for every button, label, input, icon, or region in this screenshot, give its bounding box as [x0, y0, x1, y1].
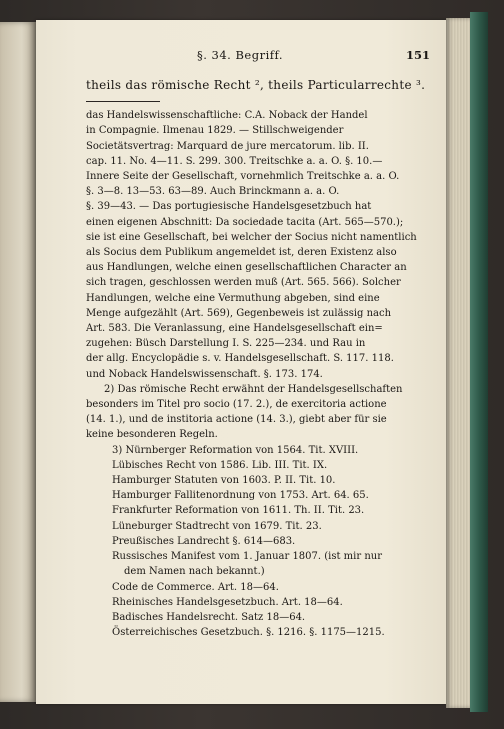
law-reference-item: Hamburger Fallitenordnung von 1753. Art. 64. 65.: [112, 490, 369, 502]
footnote-line: aus Handlungen, welche einen gesellschaftlichen Character an: [86, 262, 407, 274]
footnote-line: zugehen: Büsch Darstellung I. S. 225—234. und Rau in: [86, 338, 366, 350]
footnote-line: das Handelswissenschaftliche: C.A. Noback der Handel: [86, 110, 368, 122]
law-reference-item: Lübisches Recht von 1586. Lib. III. Tit. IX.: [112, 459, 328, 471]
footnote-line: in Compagnie. Ilmenau 1829. — Stillschweigender: [86, 125, 344, 137]
law-reference-item: 3) Nürnberger Reformation von 1564. Tit. XVIII.: [112, 444, 359, 456]
footnote-line: sie ist eine Gesellschaft, bei welcher der Socius nicht namentlich: [86, 231, 417, 243]
footnote-line: Art. 583. Die Veranlassung, eine Handelsgesellschaft ein=: [86, 323, 383, 335]
law-reference-item: Badisches Handelsrecht. Satz 18—64.: [112, 611, 306, 623]
running-header: [86, 46, 432, 72]
footnote-line: §. 3—8. 13—53. 63—89. Auch Brinckmann a. a. O.: [86, 186, 340, 198]
page-number: 151: [405, 48, 430, 62]
footnote-line: §. 39—43. — Das portugiesische Handelsgesetzbuch hat: [86, 201, 372, 213]
footnote-line: Handlungen, welche eine Vermuthung abgeben, sind eine: [86, 292, 380, 304]
law-reference-item: Code de Commerce. Art. 18—64.: [112, 581, 279, 593]
continuation-line: theils das römische Recht ², theils Particularrechte ³.: [86, 78, 426, 92]
law-reference-item: Rheinisches Handelsgesetzbuch. Art. 18—64.: [112, 596, 343, 608]
footnote-2: [86, 382, 432, 443]
footnote-line: (14. 1.), und de institoria actione (14. 3.), giebt aber für sie: [86, 414, 387, 426]
footnote-line: Innere Seite der Gesellschaft, vornehmlich Treitschke a. a. O.: [86, 171, 400, 183]
footnote-line: sich tragen, geschlossen werden muß (Art. 565. 566). Solcher: [86, 277, 401, 289]
footnote-line: und Noback Handelswissenschaft. §. 173. 174.: [86, 368, 323, 380]
footnote-3-list: [112, 443, 432, 641]
law-reference-item: dem Namen nach bekannt.): [124, 566, 265, 578]
footnote-line: der allg. Encyclopädie s. v. Handelsgesellschaft. S. 117. 118.: [86, 353, 394, 365]
page-stack-edge: [446, 18, 472, 708]
footnote-line: besonders im Titel pro socio (17. 2.), de exercitoria actione: [86, 399, 387, 411]
law-reference-item: Russisches Manifest vom 1. Januar 1807. (ist mir nur: [112, 551, 382, 563]
footnote-line: keine besonderen Regeln.: [86, 429, 218, 441]
footnote-line: einen eigenen Abschnitt: Da sociedade tacita (Art. 565—570.);: [86, 216, 404, 228]
law-reference-item: Preußisches Landrecht §. 614—683.: [112, 535, 296, 547]
footnote-1: [86, 108, 432, 382]
footnote-line: cap. 11. No. 4—11. S. 299. 300. Treitschke a. a. O. §. 10.—: [86, 155, 383, 167]
law-reference-item: Österreichisches Gesetzbuch. §. 1216. §. 1175—1215.: [112, 627, 385, 639]
footnote-line: Societätsvertrag: Marquard de jure mercatorum. lib. II.: [86, 140, 369, 152]
book-cover-edge: [470, 12, 488, 712]
footnote-rule: [86, 101, 160, 102]
law-reference-item: Lüneburger Stadtrecht von 1679. Tit. 23.: [112, 520, 322, 532]
law-reference-item: Hamburger Statuten von 1603. P. II. Tit. 10.: [112, 475, 336, 487]
law-reference-item: Frankfurter Reformation von 1611. Th. II. Tit. 23.: [112, 505, 365, 517]
page-content: [86, 46, 432, 640]
footnote-line: als Socius dem Publikum angemeldet ist, deren Existenz also: [86, 247, 397, 259]
footnote-line: Menge aufgezählt (Art. 569), Gegenbeweis ist zulässig nach: [86, 307, 392, 319]
footnote-line: 2) Das römische Recht erwähnt der Handelsgesellschaften: [104, 383, 403, 395]
section-title: §. 34. Begriff.: [196, 48, 284, 62]
left-page-edge: [0, 22, 36, 702]
